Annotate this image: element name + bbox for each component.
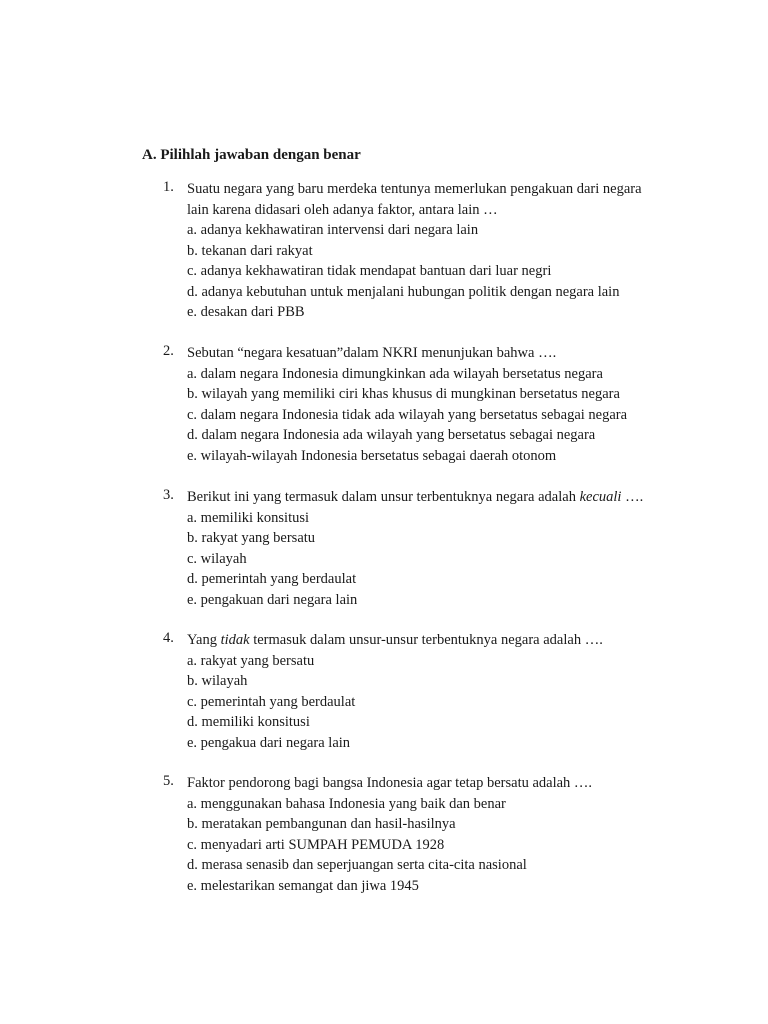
answer-option-e: e. wilayah-wilayah Indonesia bersetatus sebagai daerah otonom (187, 447, 557, 464)
answer-option-a: a. menggunakan bahasa Indonesia yang baik dan benar (187, 795, 506, 812)
question-stem-line: Faktor pendorong bagi bangsa Indonesia agar tetap bersatu adalah …. (187, 775, 593, 791)
stem-text: Berikut ini yang termasuk dalam unsur terbentuknya negara adalah (187, 489, 580, 505)
answer-option-a: a. adanya kekhawatiran intervensi dari negara lain (187, 222, 479, 238)
answer-option-e: e. pengakuan dari negara lain (187, 591, 358, 608)
answer-option-d: d. pemerintah yang berdaulat (187, 571, 357, 588)
answer-option-a: a. rakyat yang bersatu (187, 652, 315, 669)
question-number: 5. (163, 773, 174, 789)
answer-option-c: c. menyadari arti SUMPAH PEMUDA 1928 (187, 836, 445, 853)
question-number: 2. (163, 343, 174, 359)
stem-text: Yang (187, 632, 221, 648)
stem-text: …. (621, 489, 644, 505)
question-4 (163, 630, 703, 753)
answer-option-b: b. meratakan pembangunan dan hasil-hasilnya (187, 816, 456, 833)
answer-option-e: e. melestarikan semangat dan jiwa 1945 (187, 877, 419, 894)
question-stem-line: lain karena didasari oleh adanya faktor, antara lain … (187, 201, 498, 218)
stem-emphasis: kecuali (579, 489, 622, 505)
answer-option-e: e. pengakua dari negara lain (187, 734, 351, 751)
answer-option-b: b. wilayah yang memiliki ciri khas khusus di mungkinan bersetatus negara (187, 386, 620, 403)
question-5 (163, 773, 703, 896)
question-3 (163, 487, 703, 610)
stem-emphasis: tidak (220, 632, 250, 648)
answer-option-d: d. merasa senasib dan seperjuangan serta cita-cita nasional (187, 857, 527, 874)
answer-option-b: b. tekanan dari rakyat (187, 242, 313, 259)
answer-option-c: c. adanya kekhawatiran tidak mendapat bantuan dari luar negri (187, 263, 552, 280)
question-number: 1. (163, 179, 174, 195)
answer-option-b: b. rakyat yang bersatu (187, 530, 316, 547)
answer-option-b: b. wilayah (187, 673, 248, 690)
question-stem (187, 630, 703, 651)
question-stem (187, 487, 703, 508)
stem-text: termasuk dalam unsur-unsur terbentuknya negara adalah …. (249, 632, 603, 648)
question-number: 4. (163, 630, 174, 646)
question-number: 3. (163, 487, 174, 503)
question-2 (163, 343, 703, 466)
question-1 (163, 179, 703, 323)
answer-option-c: c. pemerintah yang berdaulat (187, 693, 356, 710)
section-heading: A. Pilihlah jawaban dengan benar (142, 147, 361, 163)
question-stem-line: Sebutan “negara kesatuan”dalam NKRI menunjukan bahwa …. (187, 345, 557, 361)
answer-option-a: a. memiliki konsitusi (187, 509, 310, 526)
answer-option-a: a. dalam negara Indonesia dimungkinkan ada wilayah bersetatus negara (187, 365, 603, 382)
answer-option-d: d. dalam negara Indonesia ada wilayah yang bersetatus sebagai negara (187, 427, 596, 444)
answer-option-d: d. memiliki konsitusi (187, 714, 310, 731)
answer-option-c: c. wilayah (187, 550, 247, 567)
question-stem-line: Suatu negara yang baru merdeka tentunya memerlukan pengakuan dari negara (187, 181, 642, 197)
answer-option-c: c. dalam negara Indonesia tidak ada wilayah yang bersetatus sebagai negara (187, 406, 628, 423)
answer-option-e: e. desakan dari PBB (187, 304, 305, 321)
answer-option-d: d. adanya kebutuhan untuk menjalani hubungan politik dengan negara lain (187, 283, 620, 300)
